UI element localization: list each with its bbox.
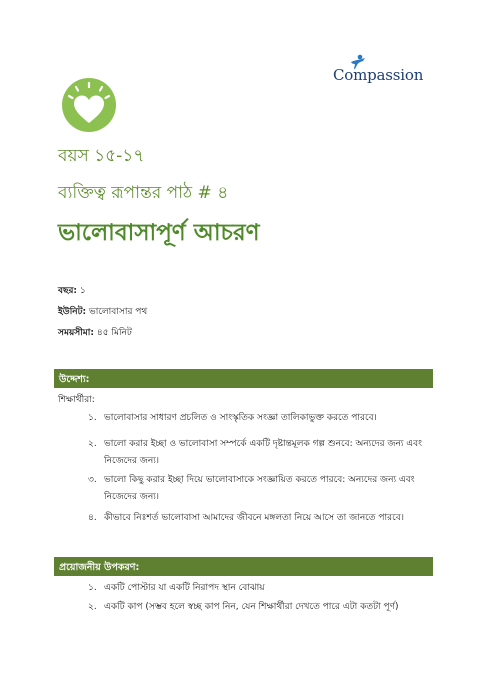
year-value: ১: [79, 286, 86, 296]
page-title: ভালোবাসাপূর্ণ আচরণ: [58, 220, 260, 246]
meta-year: [58, 283, 86, 298]
item-number: ১.: [88, 583, 97, 593]
meta-time: [58, 325, 132, 340]
item-text: ভালোবাসার সাধারণ প্রচলিত ও সাংস্কৃতিক সংজ্ঞা তালিকাভুক্ত করতে পারবে।: [104, 413, 377, 423]
item-text: ভালো করার ইচ্ছা ও ভালোবাসা সম্পর্কে একটি দৃষ্টান্তমূলক গল্প শুনবে: অন্যদের জন্য এবং নিজেদের জন্য।: [104, 439, 423, 466]
item-number: ২.: [88, 602, 97, 612]
compassion-logo: [333, 54, 433, 88]
time-label: সময়সীমা:: [58, 328, 94, 338]
heart-badge-icon: [60, 76, 118, 134]
logo-text: Compassion: [333, 66, 424, 84]
objective-item: [88, 472, 433, 506]
objective-item: [88, 436, 433, 470]
item-number: ৪.: [88, 513, 97, 523]
item-text: একটি পোস্টার যা একটি নিরাপদ স্থান বোঝায়: [104, 583, 265, 593]
age-range: বয়স ১৫-১৭: [58, 146, 145, 166]
materials-heading: প্রয়োজনীয় উপকরণ:: [54, 557, 433, 576]
item-number: ২.: [88, 439, 97, 449]
objectives-intro: শিক্ষার্থীরা:: [58, 395, 95, 405]
item-text: একটি কাপ (সম্ভব হলে স্বচ্ছ কাপ নিন, যেন শিক্ষার্থীরা দেখতে পারে এটা কতটা পূর্ণ): [104, 602, 399, 612]
objectives-heading: উদ্দেশ্য:: [54, 369, 433, 388]
objective-item: [88, 410, 433, 427]
item-number: ৩.: [88, 475, 97, 485]
unit-label: ইউনিট:: [58, 307, 87, 317]
material-item: [88, 599, 433, 616]
item-text: কীভাবে নিঃশর্ত ভালোবাসা আমাদের জীবনে মঙ্গলতা নিয়ে আসে তা জানতে পারবে।: [104, 513, 404, 523]
time-value: ৪৫ মিনিট: [96, 328, 132, 338]
material-item: [88, 580, 433, 597]
meta-unit: [58, 304, 147, 319]
objective-item: [88, 510, 433, 527]
item-text: ভালো কিছু করার ইচ্ছা দিয়ে ভালোবাসাকে সংজ্ঞায়িত করতে পারবে: অন্যদের জন্য এবং নিজেদের জন্য।: [104, 475, 415, 502]
unit-value: ভালোবাসার পথ: [89, 307, 148, 317]
item-number: ১.: [88, 413, 97, 423]
lesson-number: ব্যক্তিত্ব রূপান্তর পাঠ # ৪: [58, 183, 229, 203]
year-label: বছর:: [58, 286, 78, 296]
